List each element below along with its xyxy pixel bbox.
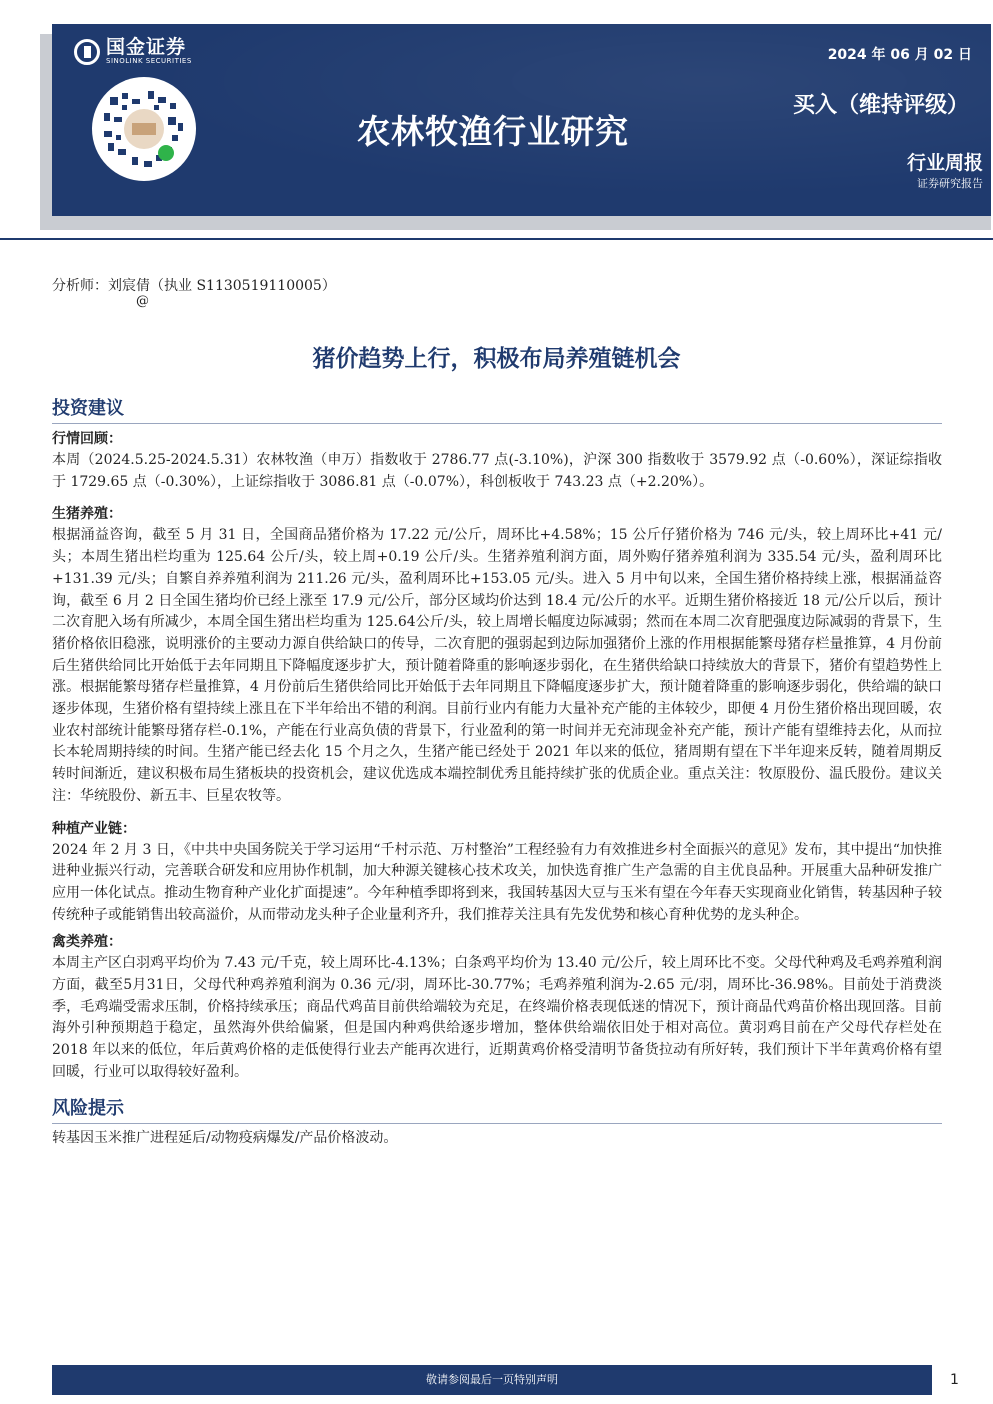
report-body [52, 394, 942, 1159]
report-category: 证券研究报告 [917, 177, 983, 190]
report-headline: 猪价趋势上行，积极布局养殖链机会 [312, 346, 681, 372]
section-title-invest: 投资建议 [52, 394, 942, 424]
subsection-title-planting: 种植产业链： [52, 820, 136, 837]
report-header [52, 24, 991, 216]
section-title-risk: 风险提示 [52, 1094, 942, 1124]
risk-text: 转基因玉米推广进程延后/动物疫病爆发/产品价格波动。 [52, 1129, 398, 1146]
brand-mark-icon [74, 39, 100, 65]
poultry-farming-text: 本周主产区白羽鸡平均价为 7.43 元/千克，较上周环比-4.13%；白条鸡平均价为 13.40 元/公斤，较上周环比不变。父母代种鸡及毛鸡养殖利润方面，截至5月31日，父母代种鸡养殖利润为 0.36 元/羽，周环比-30.77%；毛鸡养殖利润为-2.65 元/羽，周环比-36.98%。目前处于消费淡季，毛鸡端受需求压制，价格持续承压；商品代鸡苗目前供给端较为充足，在终端价格表现低迷的情况下，预计商品代鸡苗价格出现回落。目前海外引种预期趋于稳定，虽然海外供给偏紧，但是国内种鸡供给逐步增加，整体供给端依旧处于相对高位。黄羽鸡目前在产父母代存栏处在 2018 年以来的低位，年后黄鸡价格的走低使得行业去产能再次进行，近期黄鸡价格受清明节备货拉动有所好转，我们预计下半年黄鸡价格有望回暖，行业可以取得较好盈利。 [52, 955, 942, 1080]
brand-logo [74, 37, 192, 66]
footer-disclaimer: 敬请参阅最后一页特别声明 [52, 1365, 932, 1395]
header-divider [0, 238, 993, 240]
analyst-email: @ [136, 294, 149, 309]
report-date: 2024 年 06 月 02 日 [827, 47, 972, 63]
qr-code-icon [92, 77, 196, 181]
analyst-info: 分析师：刘宸倩（执业 S1130519110005） [52, 278, 336, 294]
brand-name-cn: 国金证券 [106, 36, 187, 58]
page-number: 1 [950, 1372, 959, 1388]
planting-chain-text: 2024 年 2 月 3 日，《中共中央国务院关于学习运用“千村示范、万村整治”工程经验有力有效推进乡村全面振兴的意见》发布，其中提出“加快推进种业振兴行动，完善联合研发和应用协作机制，加大种源关键核心技术攻关，加快选育推广生产急需的自主优良品种。开展重大品种研发推广应用一体化试点。推动生物育种产业化扩面提速”。今年种植季即将到来，我国转基因大豆与玉米有望在今年春天实现商业化销售，转基因种子较传统种子或能销售出较高溢价，从而带动龙头种子企业量利齐升，我们推荐关注具有先发优势和核心育种优势的龙头种企。 [52, 841, 942, 923]
subsection-title-market: 行情回顾： [52, 431, 122, 447]
brand-name-en: SINOLINK SECURITIES [106, 57, 192, 65]
market-review-text: 本周（2024.5.25-2024.5.31）农林牧渔（申万）指数收于 2786.77 点(-3.10%)，沪深 300 指数收于 3579.92 点（-0.60%），深证综指收于 1729.65 点（-0.30%），上证综指收于 3086.81 点（-0.07%），科创板收于 743.23 点（+2.20%）。 [52, 452, 942, 490]
report-title: 农林牧渔行业研究 [357, 112, 629, 151]
rating: 买入（维持评级） [792, 93, 969, 118]
report-type: 行业周报 [906, 152, 983, 174]
hog-farming-text: 根据涌益咨询，截至 5 月 31 日，全国商品猪价格为 17.22 元/公斤，周环比+4.58%；15 公斤仔猪价格为 746 元/头，较上周环比+41 元/头；本周生猪出栏均重为 125.64 公斤/头，较上周+0.19 公斤/头。生猪养殖利润方面，周外购仔猪养殖利润为 335.54 元/头，盈利周环比+131.39 元/头；自繁自养养殖利润为 211.26 元/头，盈利周环比+153.05 元/头。进入 5 月中旬以来，全国生猪价格持续上涨，根据涌益咨询，截至 6 月 2 日全国生猪均价已经上涨至 17.9 元/公斤，部分区域均价达到 18.4 元/公斤的水平。近期生猪价格接近 18 元/公斤以后，预计二次育肥入场有所减少，本周全国生猪出栏均重为 125.64公斤/头，较上周增长幅度边际减弱；然而在本周二次育肥强度边际减弱的背景下，生猪价格依旧稳涨，说明涨价的主要动力源自供给缺口的传导，二次育肥的强弱起到边际加强猪价上涨的作用根据能繁母猪存栏量推算，4 月份前后生猪供给同比开始低于去年同期且下降幅度逐步扩大，预计随着降重的影响逐步弱化，在生猪供给缺口持续放大的背景下，猪价有望趋势性上涨。根据能繁母猪存栏量推算，4 月份前后生猪供给同比开始低于去年同期且下降幅度逐步扩大，预计随着降重的影响逐步弱化，供给端的缺口逐步体现，生猪价格有望持续上涨且在下半年给出不错的利润。目前行业内有能力大量补充产能的主体较少，即便 4 月份生猪价格出现回暖，农业农村部统计能繁母猪存栏-0.1%，产能在行业高负债的背景下，行业盈利的第一时间并无充沛现金补充产能，预计产能有望维持去化，从而拉长本轮周期持续的时间。生猪产能已经去化 15 个月之久，生猪产能已经处于 2021 年以来的低位，猪周期有望在下半年迎来反转，随着周期反转时间渐近，建议积极布局生猪板块的投资机会，建议优选成本端控制优秀且能持续扩张的优质企业。重点关注：牧原股份、温氏股份。建议关注：华统股份、新五丰、巨星农牧等。 [52, 527, 942, 804]
subsection-title-hog: 生猪养殖： [52, 506, 122, 523]
subsection-title-poultry: 禽类养殖： [52, 934, 122, 951]
